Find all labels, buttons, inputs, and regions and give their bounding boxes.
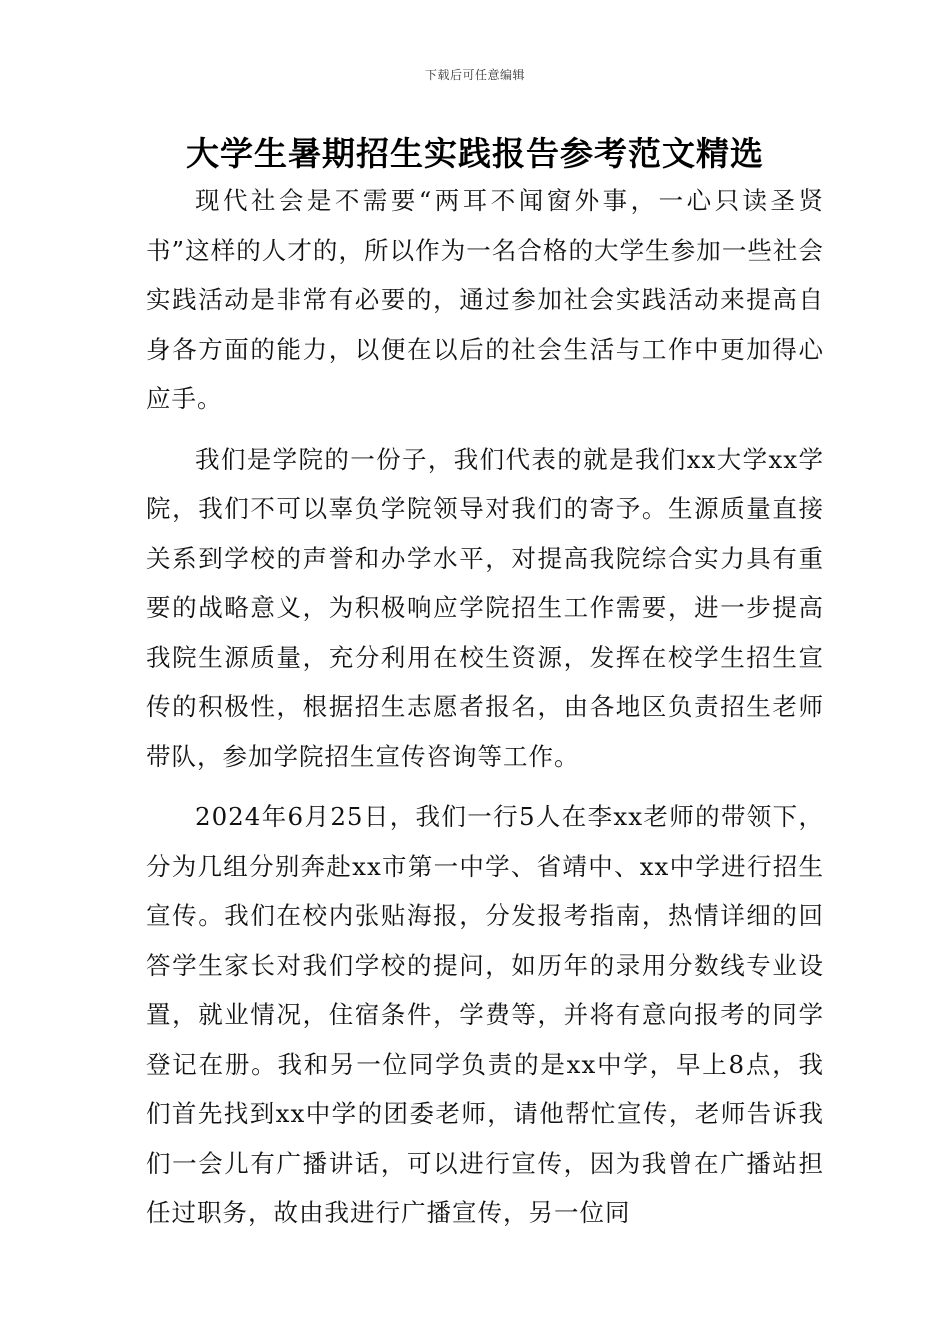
paragraph-1: 现代社会是不需要“两耳不闻窗外事，一心只读圣贤书”这样的人才的，所以作为一名合格的大学生参加一些社会实践活动是非常有必要的，通过参加社会实践活动来提高自身各方面的能力，以便在以后的社会生活与工作中更加得心应手。 (146, 186, 824, 413)
paragraph-2: 我们是学院的一份子，我们代表的就是我们xx大学xx学院，我们不可以辜负学院领导对我们的寄予。生源质量直接关系到学校的声誉和办学水平，对提高我院综合实力具有重要的战略意义，为积极响应学院招生工作需要，进一步提高我院生源质量，充分利用在校生资源，发挥在校学生招生宣传的积极性，根据招生志愿者报名，由各地区负责招生老师带队，参加学院招生宣传咨询等工作。 (146, 444, 824, 771)
paragraph-3: 2024年6月25日，我们一行5人在李xx老师的带领下，分为几组分别奔赴xx市第一中学、省靖中、xx中学进行招生宣传。我们在校内张贴海报，分发报考指南，热情详细的回答学生家长对我们学校的提问，如历年的录用分数线专业设置，就业情况，住宿条件，学费等，并将有意向报考的同学登记在册。我和另一位同学负责的是xx中学，早上8点，我们首先找到xx中学的团委老师，请他帮忙宣传，老师告诉我们一会儿有广播讲话，可以进行宣传，因为我曾在广播站担任过职务，故由我进行广播宣传，另一位同 (146, 802, 824, 1227)
header-note: 下载后可任意编辑 (424, 68, 525, 82)
document-body (146, 176, 824, 1249)
document-title: 大学生暑期招生实践报告参考范文精选 (186, 134, 764, 173)
